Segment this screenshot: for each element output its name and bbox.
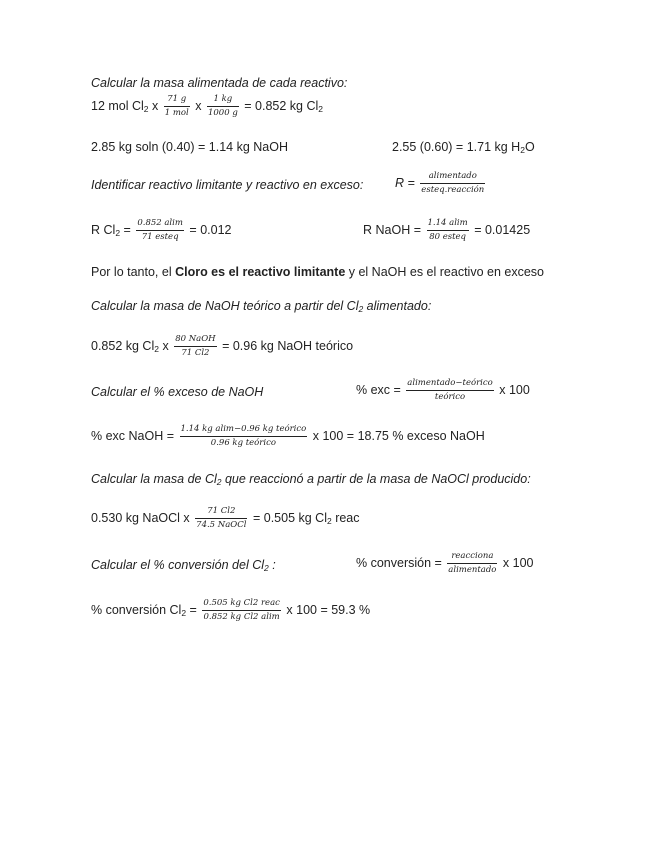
heading-conversion-cl2 (91, 559, 276, 572)
denominator: 1 mol (164, 107, 189, 118)
eq-label: % exc NaOH = (91, 429, 175, 444)
subscript: 2 (143, 104, 149, 115)
denominator: esteq.reacción (421, 184, 485, 195)
numerator: 0.505 kg Cl2 reac (202, 599, 281, 611)
equation-exceso-naoh (91, 425, 485, 449)
denominator: 71 Cl2 (181, 347, 210, 358)
equation-exceso-definition (356, 379, 530, 403)
text: Por lo tanto, el (91, 265, 176, 279)
eq-times: x (195, 99, 202, 114)
heading-naoh-teorico (91, 300, 431, 313)
denominator: 0.852 kg Cl2 alim (203, 611, 280, 622)
bold-text: Cloro es el reactivo limitante (175, 265, 346, 279)
eq-result: x 100 = 59.3 % (286, 603, 371, 618)
equation-r-naoh (363, 219, 530, 243)
eq-text: 2.55 (0.60) = 1.71 kg H (392, 140, 521, 154)
numerator: reacciona (447, 552, 497, 564)
eq-text: 0.852 kg Cl (91, 339, 155, 354)
eq-tail: x 100 (502, 556, 534, 571)
numerator: 1.14 alim (427, 219, 469, 231)
eq-times: x (152, 99, 159, 114)
equation-cl2-reac (91, 507, 360, 531)
text: : (268, 558, 276, 572)
eq-text: O (524, 140, 535, 154)
fraction (406, 379, 493, 403)
conclusion-limitante (91, 266, 544, 279)
text: alimentado: (363, 299, 432, 313)
text: Calcular el % conversión del Cl (91, 558, 264, 572)
heading-masa-alimentada: Calcular la masa alimentada de cada reactivo: (91, 76, 348, 90)
numerator: alimentado (420, 172, 485, 184)
eq-label: % conversión = (356, 556, 442, 571)
eq-text: R Cl (91, 223, 116, 238)
denominator: teórico (434, 391, 466, 402)
subscript: 2 (520, 145, 525, 155)
numerator: alimentado−teórico (406, 379, 493, 391)
subscript: 2 (216, 477, 222, 487)
eq-result: = 0.012 (189, 223, 232, 238)
heading-exceso-naoh: Calcular el % exceso de NaOH (91, 385, 264, 399)
eq-result: x 100 = 18.75 % exceso NaOH (312, 429, 485, 444)
eq-text: 12 mol Cl (91, 99, 144, 114)
eq-result: = 0.505 kg Cl (252, 511, 327, 526)
denominator: 0.96 kg teórico (210, 437, 276, 448)
text: Calcular la masa de Cl (91, 472, 217, 486)
equation-naoh-mass: 2.85 kg soln (0.40) = 1.14 kg NaOH (91, 140, 288, 154)
fraction (195, 507, 247, 531)
numerator: 0.852 alim (136, 219, 184, 231)
numerator: 1 kg (207, 95, 239, 107)
text: que reaccionó a partir de la masa de NaOCl producido: (221, 472, 531, 486)
eq-text: 0.530 kg NaOCl x (91, 511, 190, 526)
eq-tail: x 100 (499, 383, 530, 398)
numerator: 71 g (164, 95, 190, 107)
eq-label: % exc = (356, 383, 401, 398)
equation-conversion-cl2 (91, 599, 370, 623)
equation-r-definition (395, 172, 487, 196)
subscript: 2 (326, 516, 332, 527)
fraction (447, 552, 497, 576)
eq-result: = 0.01425 (474, 223, 531, 238)
fraction (207, 95, 239, 119)
denominator: 1000 g (207, 107, 238, 118)
equation-naoh-teorico (91, 335, 353, 359)
denominator: 80 esteq (429, 231, 466, 242)
eq-times: x (162, 339, 169, 354)
subscript: 2 (318, 104, 323, 115)
eq-text: reac (331, 511, 360, 526)
heading-cl2-reacciono (91, 473, 531, 486)
fraction (202, 599, 281, 623)
denominator: 71 esteq (141, 231, 179, 242)
numerator: 1.14 kg alim−0.96 kg teórico (180, 425, 308, 437)
fraction (164, 95, 190, 119)
subscript: 2 (154, 344, 159, 355)
fraction (427, 219, 469, 243)
fraction (180, 425, 308, 449)
eq-equals: = (123, 223, 131, 238)
numerator: 71 Cl2 (195, 507, 247, 519)
equation-conversion-definition (356, 552, 534, 576)
text: Calcular la masa de NaOH teórico a partir del Cl (91, 299, 359, 313)
fraction (420, 172, 485, 196)
eq-text: % conversión Cl (91, 603, 182, 618)
subscript: 2 (358, 304, 364, 314)
eq-result: = 0.96 kg NaOH teórico (222, 339, 354, 354)
subscript: 2 (115, 228, 121, 239)
subscript: 2 (264, 563, 269, 573)
subscript: 2 (181, 608, 187, 619)
denominator: alimentado (448, 564, 497, 575)
eq-label: R = (395, 176, 415, 191)
denominator: 74.5 NaOCl (196, 519, 247, 530)
eq-text: R NaOH = (363, 223, 422, 238)
equation-cl2-mass (91, 95, 323, 119)
numerator: 80 NaOH (174, 335, 216, 347)
equation-h2o-mass (392, 141, 535, 154)
equation-r-cl2 (91, 219, 231, 243)
text: y el NaOH es el reactivo en exceso (345, 265, 544, 279)
fraction (136, 219, 184, 243)
fraction (174, 335, 216, 359)
eq-text: = (186, 603, 197, 618)
eq-result: = 0.852 kg Cl (244, 99, 319, 114)
heading-reactivo-limitante: Identificar reactivo limitante y reactivo en exceso: (91, 178, 364, 192)
